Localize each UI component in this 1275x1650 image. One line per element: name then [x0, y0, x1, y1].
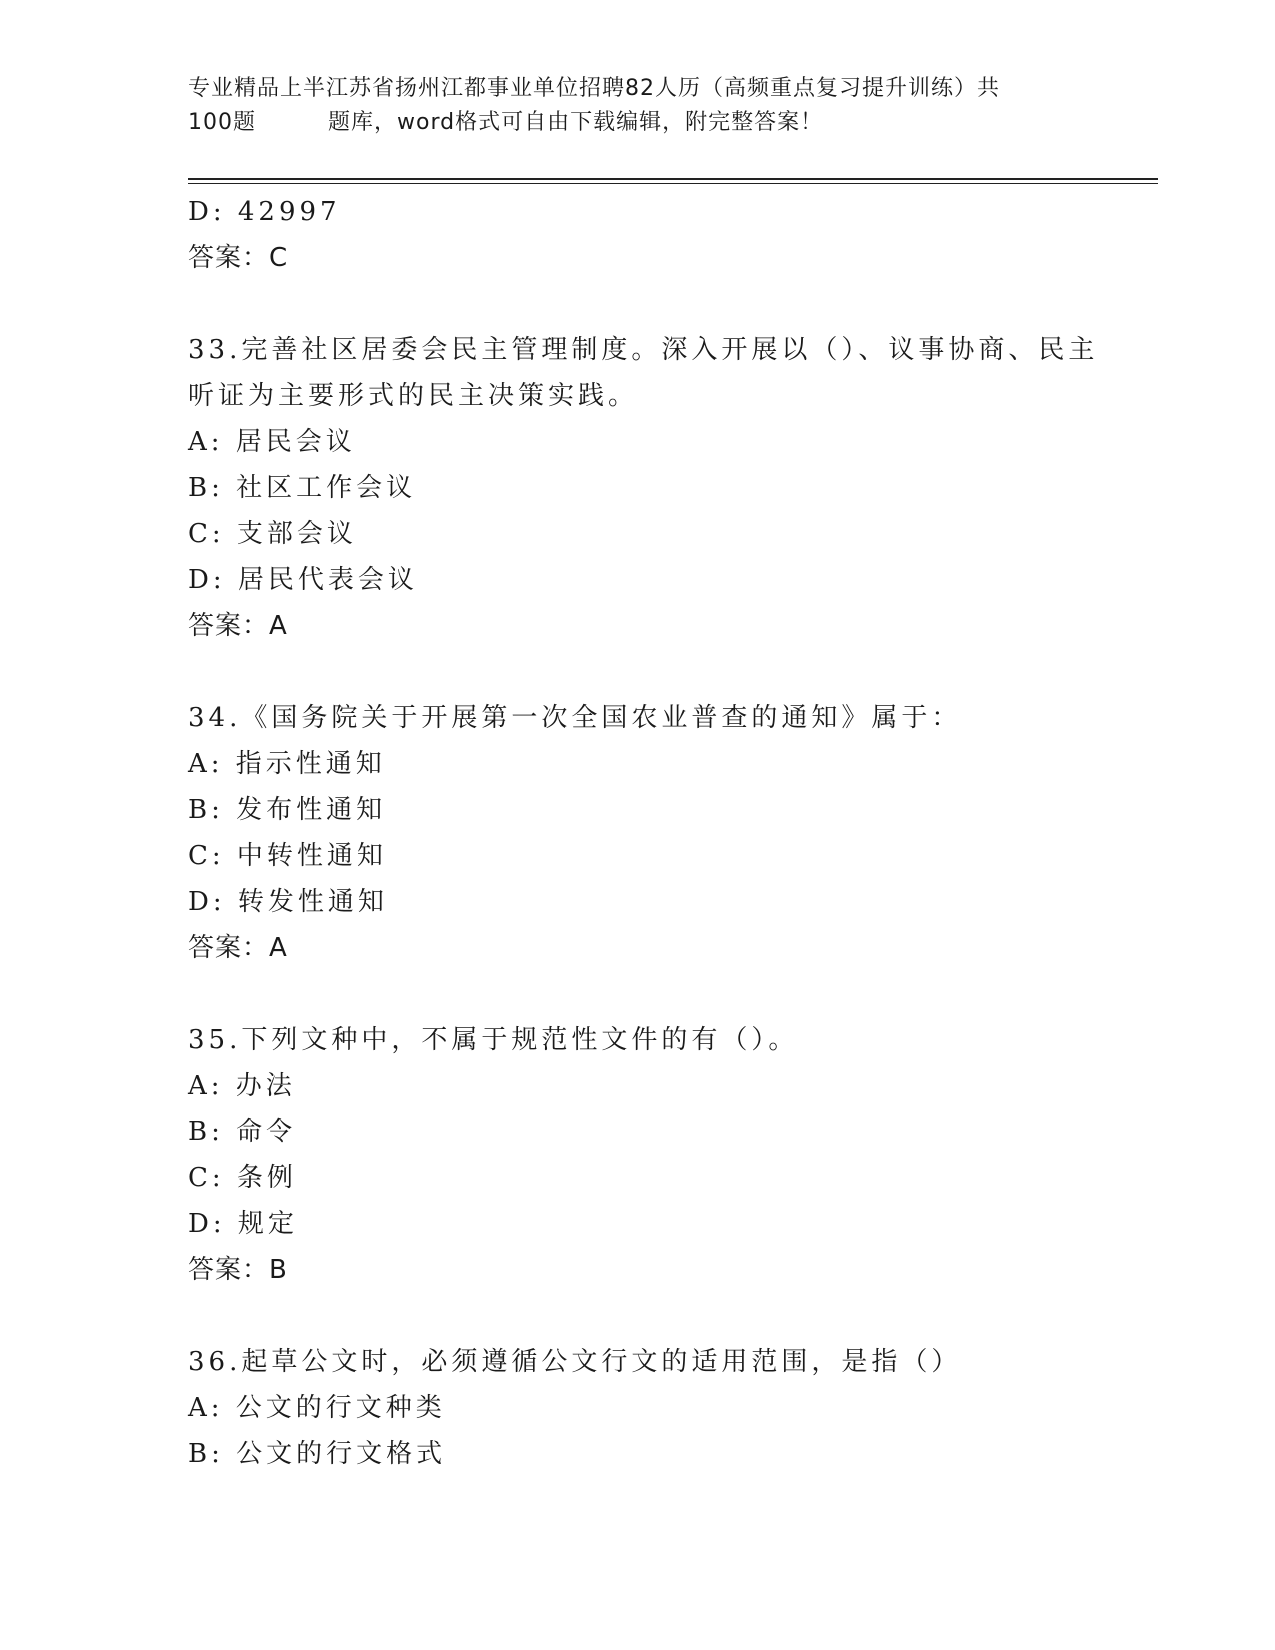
option-c: C: 中转性通知 [188, 841, 387, 871]
answer-line: 答案：B [188, 1255, 288, 1285]
document-header [188, 72, 1088, 140]
option-c: C: 支部会议 [188, 519, 357, 549]
option-a: A: 居民会议 [188, 427, 356, 457]
header-divider-thick [188, 178, 1158, 180]
option-a: A: 公文的行文种类 [188, 1393, 446, 1423]
answer-line: 答案：A [188, 933, 288, 963]
option-b: B: 社区工作会议 [188, 473, 417, 503]
option-d: D: 居民代表会议 [188, 565, 418, 595]
question-35 [188, 1017, 1088, 1293]
answer-line: 答案：A [188, 611, 288, 641]
option-d: D: 规定 [188, 1209, 298, 1239]
question-32-tail [188, 189, 1088, 281]
question-stem: 34.《国务院关于开展第一次全国农业普查的通知》属于： [188, 703, 962, 733]
option-b: B: 公文的行文格式 [188, 1439, 447, 1469]
header-description: 题库，word格式可自由下载编辑，附完整答案！ [328, 110, 824, 135]
header-line-1: 专业精品上半江苏省扬州江都事业单位招聘82人历（高频重点复习提升训练）共 [188, 76, 1000, 101]
option-d: D: 转发性通知 [188, 887, 388, 917]
option-d: D: 42997 [188, 197, 341, 227]
option-b: B: 发布性通知 [188, 795, 387, 825]
question-stem: 33.完善社区居委会民主管理制度。深入开展以（）、议事协商、民主 [188, 335, 1099, 365]
question-34 [188, 695, 1088, 971]
answer-line: 答案：C [188, 243, 289, 273]
header-divider-thin [188, 183, 1158, 184]
question-stem-continued: 听证为主要形式的民主决策实践。 [188, 381, 639, 411]
question-stem: 35.下列文种中，不属于规范性文件的有（）。 [188, 1025, 799, 1055]
option-c: C: 条例 [188, 1163, 297, 1193]
header-question-count: 100题 [188, 110, 256, 135]
option-b: B: 命令 [188, 1117, 297, 1147]
question-36 [188, 1339, 1088, 1477]
question-stem: 36.起草公文时，必须遵循公文行文的适用范围，是指（） [188, 1347, 962, 1377]
question-list [188, 189, 1099, 1477]
option-a: A: 办法 [188, 1071, 296, 1101]
question-33 [188, 327, 1099, 649]
option-a: A: 指示性通知 [188, 749, 386, 779]
header-line-2 [188, 106, 1088, 140]
